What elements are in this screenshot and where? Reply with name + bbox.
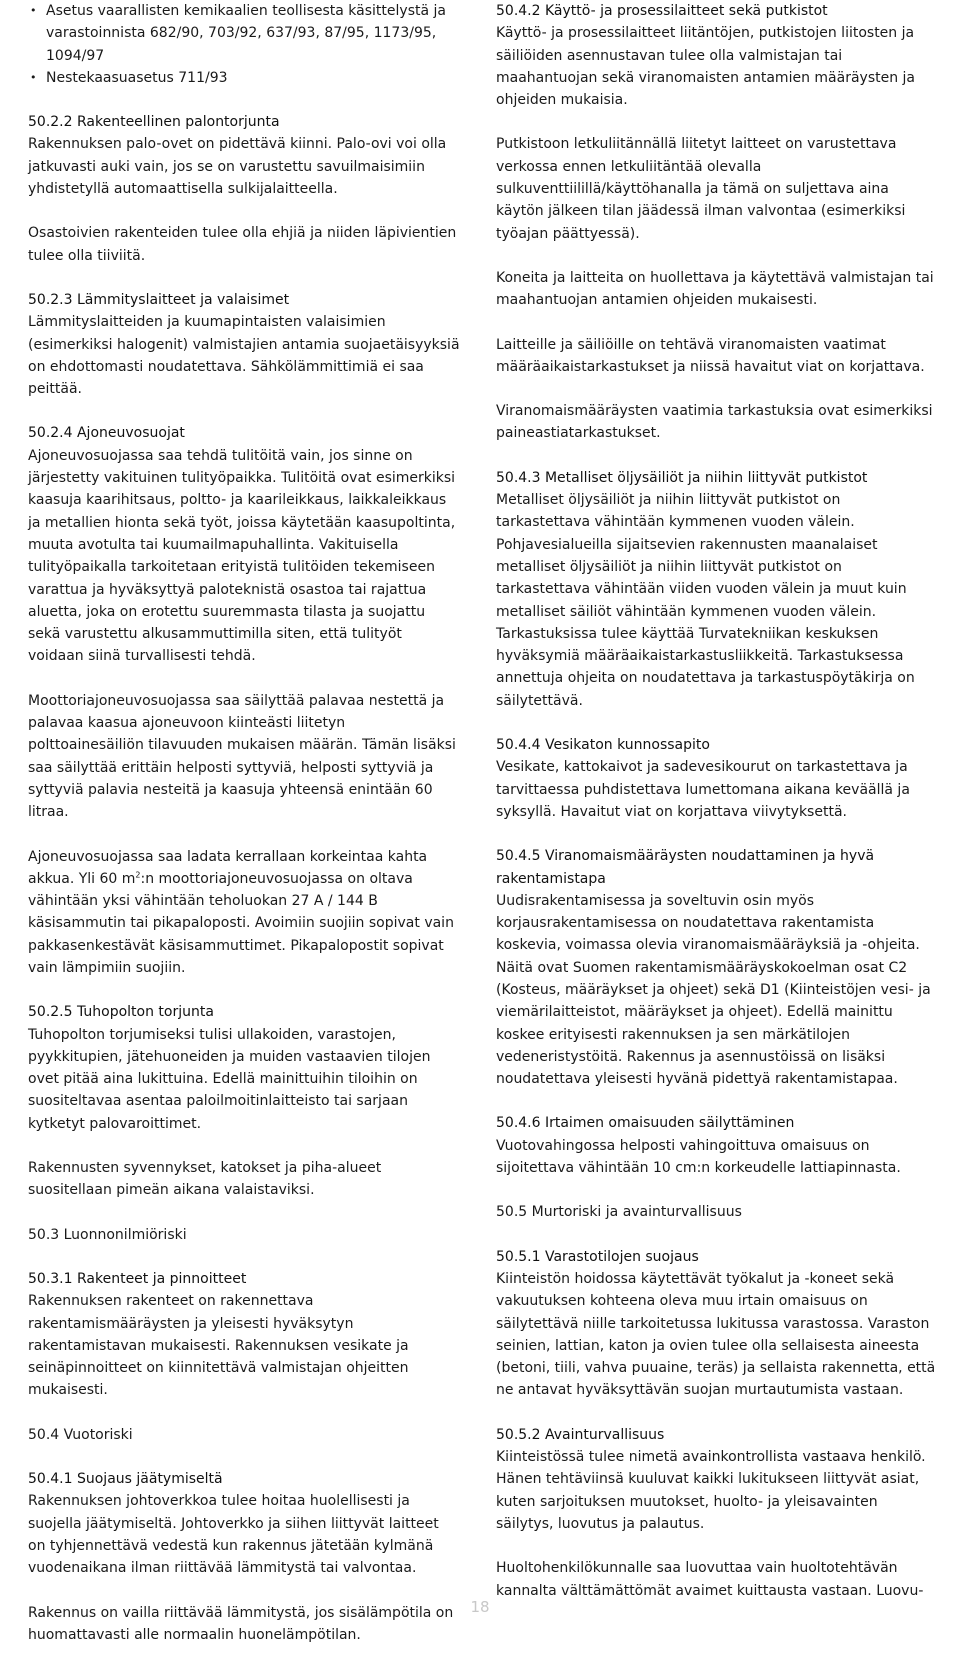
section-50-4-2 xyxy=(496,0,936,111)
section-heading: 50.4 Vuotoriski xyxy=(28,1426,133,1443)
paragraph: Lämmityslaitteiden ja kuumapintaisten valaisimien (esimerkiksi halogenit) valmistajien antamia suojaetäisyyksiä on ehdottomasti noudatettava. Sähkölämmittimiä ei saa peittää. xyxy=(28,314,460,398)
paragraph: Rakennusten syvennykset, katokset ja piha-alueet suositellaan pimeän aikana valaistaviksi. xyxy=(28,1160,382,1199)
paragraph: Viranomaismääräysten vaatimia tarkastuksia ovat esimerkiksi paineastiatarkastukset. xyxy=(496,403,933,442)
section-50-2-3 xyxy=(28,289,460,400)
section-heading: 50.2.2 Rakenteellinen palontorjunta xyxy=(28,114,280,131)
paragraph: Rakennuksen palo-ovet on pidettävä kiinni. Palo-ovi voi olla jatkuvasti auki vain, jos se on varustettu savuilmaisimiin yhdistetyllä automaattisella sulkijalaitteella. xyxy=(28,136,447,198)
paragraph: Osastoivien rakenteiden tulee olla ehjiä ja niiden läpivientien tulee olla tiiviitä. xyxy=(28,225,457,264)
section-50-5-2 xyxy=(496,1424,936,1535)
section-heading: 50.4.4 Vesikaton kunnossapito xyxy=(496,737,710,754)
paragraph: Huoltohenkilökunnalle saa luovuttaa vain huoltotehtävän kannalta välttämättömät avaimet kuittausta vastaan. Luovu- xyxy=(496,1560,924,1599)
paragraph: Tuhopolton torjumiseksi tulisi ullakoiden, varastojen, pyykkitupien, jätehuoneiden ja muiden vastaavien tilojen ovet pitää aina lukittuina. Edellä mainittuihin tiloihin on suositeltavaa asentaa paloilmoitinlaitteisto tai sarjaan kytketyt palovaroittimet. xyxy=(28,1026,431,1132)
section-heading: 50.3.1 Rakenteet ja pinnoitteet xyxy=(28,1270,247,1287)
section-50-2-2 xyxy=(28,111,460,200)
paragraph: Moottoriajoneuvosuojassa saa säilyttää palavaa nestettä ja palavaa kaasua ajoneuvoon kiinteästi liitetyn polttoainesäiliön tilavuuden mukaisen määrän. Tämän lisäksi saa säilyttää erittäin helposti syttyviä, helposti syttyviä ja syttyviä palavia nesteitä ja kaasuja yhteensä enintään 60 litraa. xyxy=(28,692,456,821)
paragraph: Rakennus on vailla riittävää lämmitystä, jos sisälämpötila on huomattavasti alle normaalin huonelämpötilan. xyxy=(28,1604,454,1643)
superscript: 2 xyxy=(135,870,141,880)
paragraph: Kiinteistön hoidossa käytettävät työkalut ja -koneet sekä vakuutuksen kohteena oleva muu irtain omaisuus on säilytettävä niille tarkoitetussa lukitussa varastossa. Varaston seinien, lattian, katon ja ovien tulee olla sellaisesta aineesta (betoni, tiili, vahva puuaine, teräs) ja sellaista rakennetta, että ne antavat hyväksyttävän suojan murtautumista vastaan. xyxy=(496,1270,936,1399)
section-heading: 50.5 Murtoriski ja avainturvallisuus xyxy=(496,1204,742,1221)
paragraph: Ajoneuvosuojassa saa tehdä tulitöitä vain, jos sinne on järjestetty vakituinen tulityöpaikka. Tulitöitä ovat esimerkiksi kaasuja kaarihitsaus, poltto- ja kaarileikkaus, laikkaleikkaus ja metallien hionta sekä työt, joissa käytetään kaasupoltinta, muuta avotulta tai kuumailmapuhallinta. Vakituisella tulityöpaikalla tarkoitetaan erityistä tulitöiden tekemiseen varattua ja hyväksyttyä paloteknistä osastoa tai rajattua aluetta, joka on erotettu suuremmasta tilasta ja suojattu sekä varustettu alkusammuttimilla siten, että tulityöt voidaan siinä turvallisesti tehdä. xyxy=(28,447,456,665)
paragraph: Rakennuksen rakenteet on rakennettava rakentamismääräysten ja yleisesti hyväksytyn rakentamistavan mukaisesti. Rakennuksen vesikate ja seinäpinnoitteet on kiinnitettävä valmistajan ohjeitten mukaisesti. xyxy=(28,1293,409,1399)
paragraph: Metalliset öljysäiliöt ja niihin liittyvät putkistot on tarkastettava vähintään kymmenen vuoden välein. Pohjavesialueilla sijaitsevien rakennusten maanalaiset metalliset öljysäiliöt ja niihin liittyvät putkistot on tarkastettava vähintään viiden vuoden välein ja muut kuin metalliset säiliöt vähintään kymmenen vuoden välein. Tarkastuksissa tulee käyttää Turvatekniikan keskuksen hyväksymiä määräaikaistarkastusliikkeitä. Tarkastuksessa annettuja ohjeita on noudatettava ja tarkastuspöytäkirja on säilytettävä. xyxy=(496,492,915,709)
section-50-2-5 xyxy=(28,1001,460,1135)
section-heading: 50.2.5 Tuhopolton torjunta xyxy=(28,1004,214,1021)
paragraph: Vuotovahingossa helposti vahingoittuva omaisuus on sijoitettava vähintään 10 cm:n korkeudelle lattiapinnasta. xyxy=(496,1137,901,1177)
section-50-4-6 xyxy=(496,1112,936,1179)
paragraph: Käyttö- ja prosessilaitteet liitäntöjen, putkistojen liitosten ja säiliöiden asennustavan tulee olla valmistajan tai maahantuojan sekä viranomaisten antamien määräysten ja ohjeiden mukaisia. xyxy=(496,25,916,109)
section-heading: 50.2.3 Lämmityslaitteet ja valaisimet xyxy=(28,291,290,308)
paragraph: Vesikate, kattokaivot ja sadevesikourut on tarkastettava ja tarvittaessa puhdistettava lumettomana aikana keväällä ja syksyllä. Havaitut viat on korjattava viivytyksettä. xyxy=(496,759,910,820)
list-item: • Asetus vaarallisten kemikaalien teollisesta käsittelystä ja varastoinnista 682/90, 703/92, 637/93, 87/95, 1173/95, 1094/97 xyxy=(46,0,460,67)
section-heading: 50.3 Luonnonilmiöriski xyxy=(28,1226,187,1243)
section-heading: 50.4.3 Metalliset öljysäiliöt ja niihin liittyvät putkistot xyxy=(496,469,868,486)
paragraph: Rakennuksen johtoverkkoa tulee hoitaa huolellisesti ja suojella jäätymiseltä. Johtoverkko ja siihen liittyvät laitteet on tyhjennettävä vedestä kun rakennus jätetään kylmänä vuodenaikana ilman riittävää lämmitystä tai valvontaa. xyxy=(28,1493,439,1577)
section-50-3-1 xyxy=(28,1268,460,1402)
paragraph: Putkistoon letkuliitännällä liitetyt laitteet on varustettava verkossa ennen letkuliitäntää olevalla sulkuventtiilillä/käyttöhanalla ja tämä on suljettava aina käytön jälkeen tilan jäädessä ilman valvontaa (esimerkiksi työajan päättyessä). xyxy=(496,136,906,242)
left-column xyxy=(28,0,460,1668)
section-50-4-4 xyxy=(496,734,936,823)
text-run: :n moottoriajoneuvosuojassa on oltava vähintään yksi vähintään teholuokan 27 A / 144 B käsisammutin tai pikapaloposti. Avoimiin suojiin sopivat vain pakkasenkestävät käsisammuttimet. Pikapalopostit sopivat vain lämpimiin suojiin. xyxy=(28,870,454,976)
section-heading: 50.4.6 Irtaimen omaisuuden säilyttäminen xyxy=(496,1115,795,1132)
section-heading: 50.2.4 Ajoneuvosuojat xyxy=(28,425,185,442)
page-number: 18 xyxy=(470,1598,490,1616)
paragraph: Laitteille ja säiliöille on tehtävä viranomaisten vaatimat määräaikaistarkastukset ja niissä havaitut viat on korjattava. xyxy=(496,336,925,375)
bullet-list xyxy=(28,0,460,89)
paragraph: Koneita ja laitteita on huollettava ja käytettävä valmistajan tai maahantuojan antamien ohjeiden mukaisesti. xyxy=(496,269,934,309)
section-50-5-1 xyxy=(496,1246,936,1402)
right-column xyxy=(496,0,936,1624)
section-50-4-5 xyxy=(496,845,936,1090)
section-heading: 50.5.2 Avainturvallisuus xyxy=(496,1426,665,1443)
section-heading: 50.4.1 Suojaus jäätymiseltä xyxy=(28,1471,223,1488)
section-50-4-3 xyxy=(496,467,936,712)
section-50-4-1 xyxy=(28,1468,460,1579)
section-heading: 50.4.2 Käyttö- ja prosessilaitteet sekä putkistot xyxy=(496,3,828,19)
paragraph: Kiinteistössä tulee nimetä avainkontrollista vastaava henkilö. Hänen tehtäviinsä kuuluvat kaikki lukitukseen liittyvät asiat, kuten sarjoituksen muutokset, huolto- ja yleisavainten säilytys, luovutus ja palautus. xyxy=(496,1449,926,1532)
paragraph xyxy=(28,846,460,980)
section-heading: 50.4.5 Viranomaismääräysten noudattaminen ja hyvä rakentamistapa xyxy=(496,848,875,887)
list-item: • Nestekaasuasetus 711/93 xyxy=(46,67,460,89)
paragraph: Uudisrakentamisessa ja soveltuvin osin myös korjausrakentamisessa on noudatettava rakentamista koskevia, voimassa olevia viranomaismääräyksiä ja -ohjeita. Näitä ovat Suomen rakentamismääräyskokoelman osat C2 (Kosteus, määräykset ja ohjeet) sekä D1 (Kiinteistöjen vesi- ja viemärilaitteistot, määräykset ja ohjeet). Edellä mainittu koskee erityisesti rakennuksen ja sen märkätilojen vedeneristystöitä. Rakennus ja asennustöissä on lisäksi noudatettava yleisesti hyvänä pidettyä rakentamistapaa. xyxy=(496,892,931,1088)
section-50-2-4 xyxy=(28,422,460,667)
section-heading: 50.5.1 Varastotilojen suojaus xyxy=(496,1248,699,1265)
text-run: Ajoneuvosuojassa saa ladata kerrallaan korkeintaa kahta akkua. Yli 60 m xyxy=(28,848,428,887)
